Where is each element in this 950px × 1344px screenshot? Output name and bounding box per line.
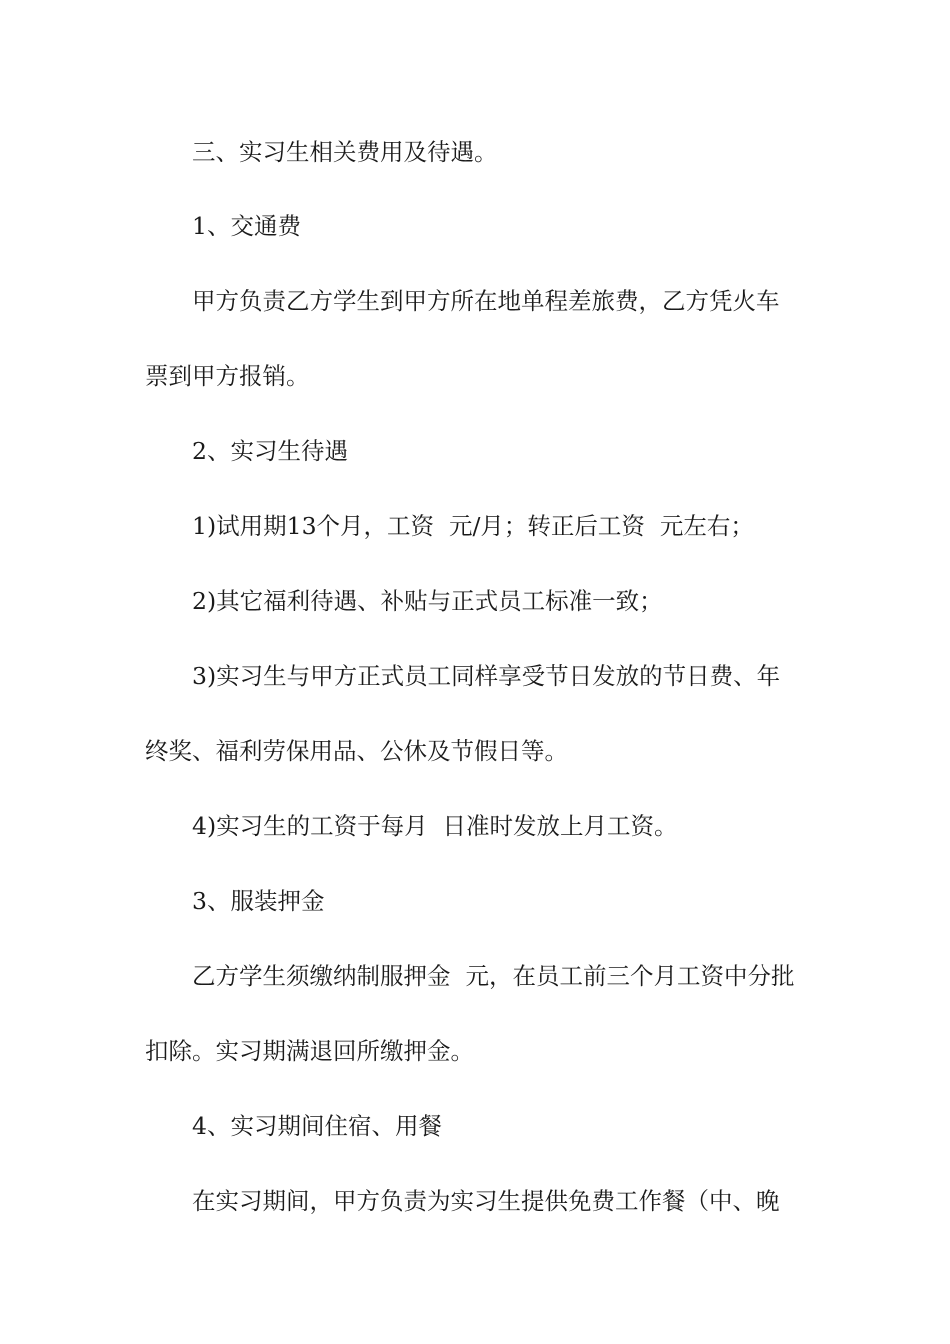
list-item-probation: 1)试用期13个月，工资 元/月；转正后工资 元左右；: [192, 512, 754, 540]
list-item-welfare: 2)其它福利待遇、补贴与正式员工标准一致；: [192, 587, 663, 615]
subheading-uniform-deposit: 3、服装押金: [192, 887, 325, 915]
subheading-lodging-meals: 4、实习期间住宿、用餐: [192, 1112, 442, 1140]
list-item-holiday-line-1: 3)实习生与甲方正式员工同样享受节日发放的节日费、年: [192, 662, 781, 690]
subheading-transport-fee: 1、交通费: [192, 212, 301, 240]
paragraph-transport-line-2: 票到甲方报销。: [145, 362, 310, 390]
paragraph-deposit-line-2: 扣除。实习期满退回所缴押金。: [145, 1037, 474, 1065]
paragraph-transport-line-1: 甲方负责乙方学生到甲方所在地单程差旅费，乙方凭火车: [192, 287, 780, 315]
list-item-payday: 4)实习生的工资于每月 日准时发放上月工资。: [192, 812, 678, 840]
section-heading-3: 三、实习生相关费用及待遇。: [192, 138, 498, 166]
list-item-holiday-line-2: 终奖、福利劳保用品、公休及节假日等。: [145, 737, 568, 765]
paragraph-meals-line-1: 在实习期间，甲方负责为实习生提供免费工作餐（中、晚: [192, 1187, 780, 1215]
subheading-intern-benefits: 2、实习生待遇: [192, 437, 348, 465]
paragraph-deposit-line-1: 乙方学生须缴纳制服押金 元，在员工前三个月工资中分批: [192, 962, 795, 990]
